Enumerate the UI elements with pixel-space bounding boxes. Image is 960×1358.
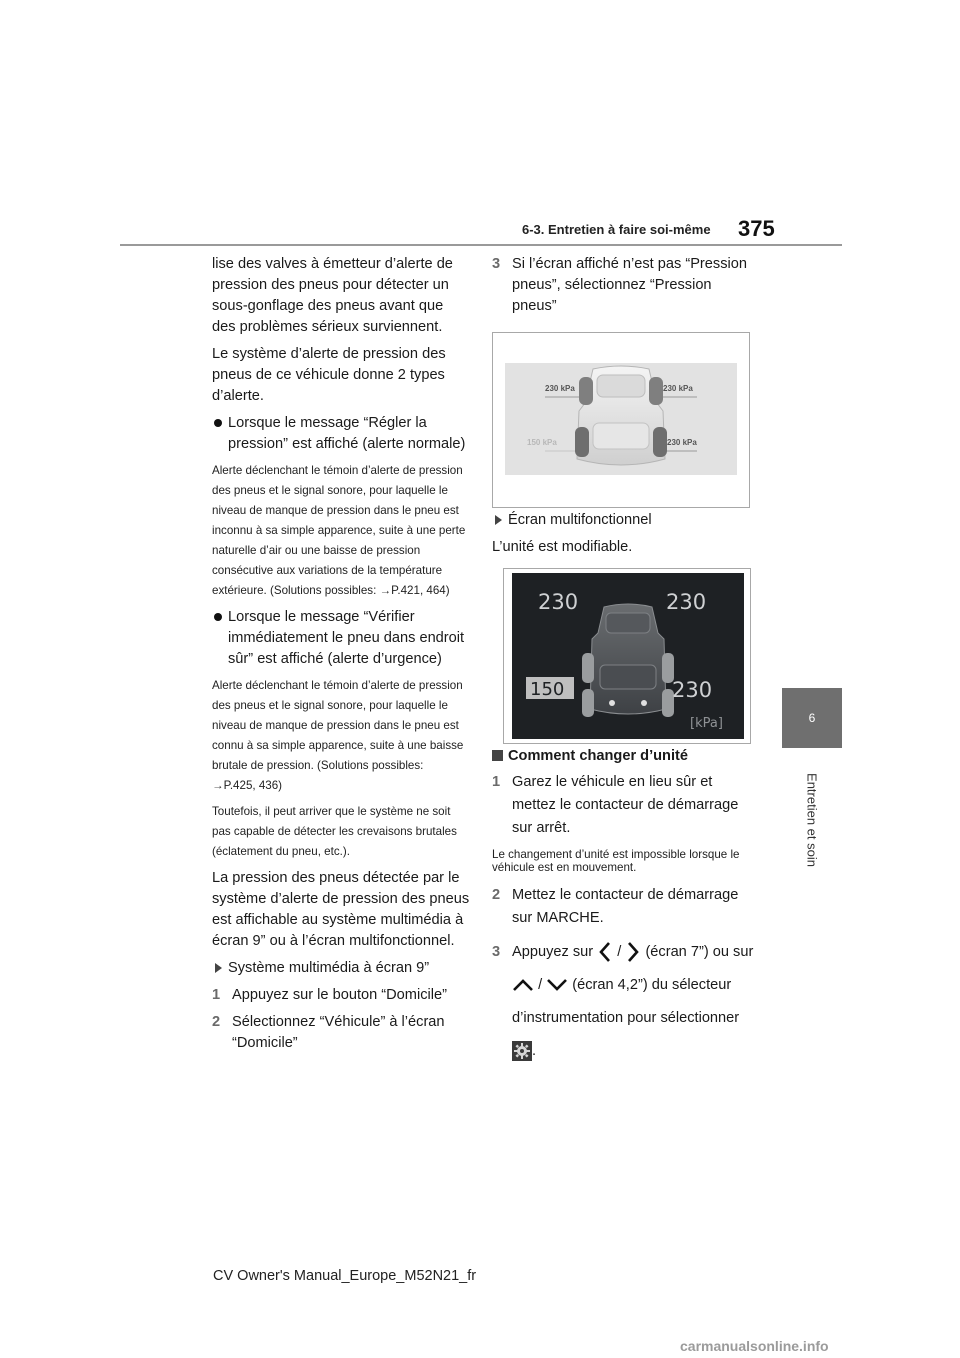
figure-multimedia-background [505, 363, 737, 475]
paragraph-intro: lise des valves à émetteur d’alerte de pression des pneus pour détecter un sous-gonflage des pneus avant que des problèmes sérieux surviennent. [212, 256, 453, 335]
step-text: Mettez le contacteur de démarrage sur MARCHE. [512, 887, 739, 926]
footer-manual-id: CV Owner's Manual_Europe_M52N21_fr [213, 1268, 477, 1284]
chevron-right-icon [625, 941, 641, 963]
step-text-a: Appuyez sur [512, 944, 594, 960]
step-2-vehicle [212, 1012, 470, 1054]
step-text-b: (écran 7”) ou sur [645, 944, 754, 960]
bullet-urgent-alert-text: Lorsque le message “Vérifier immédiatement le pneu dans endroit sûr” est affiché (alerte d’urgence) [228, 609, 465, 667]
square-bullet-icon [492, 750, 503, 761]
chapter-tab: 6 [782, 688, 842, 748]
step-number: 2 [212, 1014, 221, 1030]
step-text: Si l’écran affiché n’est pas “Pression pneus”, sélectionnez “Pression pneus” [512, 256, 747, 314]
fig1-front-left-value: 230 kPa [545, 384, 575, 393]
note-limitations: Toutefois, il peut arriver que le système ne soit pas capable de détecter les crevaisons brutales (éclatement du pneu, etc.). [212, 805, 457, 858]
paragraph-display: La pression des pneus détectée par le système d’alerte de pression des pneus est affichable au système multimédia à écran 9” ou à l’écran multifonctionnel. [212, 870, 470, 949]
bullet-normal-alert-text: Lorsque le message “Régler la pression” est affiché (alerte normale) [228, 415, 466, 452]
figure-multifunction-display [503, 568, 751, 744]
lcd-screen [512, 573, 744, 739]
note-urgent-alert: Alerte déclenchant le témoin d’alerte de pression des pneus et le signal sonore, pour laquelle le niveau de manque de pression dans le pneu est connu à sa simple apparence, suite à une baisse brutale de pression. (Solutions possibles: →P.425, 436) [212, 679, 464, 792]
step-number: 3 [492, 944, 501, 960]
bullet-normal-alert [212, 413, 470, 455]
figure-multimedia-tire-pressure [492, 332, 750, 508]
right-column-top [492, 254, 754, 323]
step-slash: / [538, 977, 543, 993]
chapter-label-text: Entretien et soin [804, 773, 820, 867]
step-1-home [212, 985, 470, 1006]
paragraph-unit-changeable: L’unité est modifiable. [492, 539, 633, 555]
section-title: 6-3. Entretien à faire soi-même [522, 222, 711, 237]
car-top-view-icon [505, 363, 737, 475]
note-normal-alert: Alerte déclenchant le témoin d’alerte de pression des pneus et le signal sonore, pour laquelle le niveau de manque de pression dans le pneu est inconnu à sa simple apparence, suite à une perte naturelle d’air ou une baisse de pression consécutive aux variations de la température extérieure. (Solutions possibles: →P.421, 464) [212, 464, 466, 597]
unit-step-1 [492, 771, 754, 840]
fig2-rear-right-value: 230 [672, 678, 713, 702]
fig2-unit-label: [kPa] [690, 716, 723, 731]
step-text-end: . [532, 1043, 537, 1059]
watermark: carmanualsonline.info [680, 1338, 829, 1354]
chevron-up-icon [512, 978, 534, 992]
fig2-front-left-value: 230 [538, 590, 579, 614]
lcd-tire-pressure-graphic [512, 573, 744, 739]
step-number: 1 [492, 774, 501, 790]
gear-icon [512, 1041, 532, 1061]
fig2-front-right-value: 230 [666, 590, 707, 614]
step-3-tire-pressure [492, 254, 754, 317]
triangle-right-icon [495, 515, 502, 525]
header-rule [120, 244, 842, 246]
step-number: 1 [212, 987, 221, 1003]
left-column [212, 254, 470, 1060]
right-column-middle [492, 510, 754, 564]
chevron-left-icon [597, 941, 613, 963]
subheading-multimedia-text: Système multimédia à écran 9” [228, 960, 430, 976]
bullet-urgent-alert [212, 607, 470, 670]
step-number: 2 [492, 887, 501, 903]
bullet-dot-icon [214, 419, 222, 427]
step-text-c: (écran 4,2”) du sélecteur d’instrumentation pour sélectionner [512, 977, 740, 1026]
step-text: Garez le véhicule en lieu sûr et mettez le contacteur de démarrage sur arrêt. [512, 774, 739, 836]
subheading-multimedia [212, 958, 470, 979]
bullet-dot-icon [214, 613, 222, 621]
chevron-down-icon [546, 978, 568, 992]
subheading-multifunction [492, 510, 754, 531]
fig1-rear-right-value: 230 kPa [667, 438, 697, 447]
fig2-rear-left-value: 150 [530, 679, 565, 700]
unit-step-2 [492, 884, 754, 930]
chapter-side-label [752, 760, 872, 880]
heading-change-unit-text: Comment changer d’unité [508, 748, 689, 764]
step-text: Sélectionnez “Véhicule” à l’écran “Domicile” [232, 1014, 445, 1051]
page-number: 375 [738, 216, 775, 241]
paragraph-alert-types: Le système d’alerte de pression des pneus de ce véhicule donne 2 types d’alerte. [212, 346, 446, 404]
unit-step-3 [492, 936, 754, 1068]
fig1-rear-left-value: 150 kPa [527, 438, 557, 447]
triangle-right-icon [215, 963, 222, 973]
subheading-multifunction-text: Écran multifonctionnel [508, 512, 652, 528]
right-column-lower [492, 746, 754, 1074]
step-slash: / [617, 944, 622, 960]
fig1-front-right-value: 230 kPa [663, 384, 693, 393]
heading-change-unit [492, 746, 754, 767]
step-text: Appuyez sur le bouton “Domicile” [232, 987, 447, 1003]
step-number: 3 [492, 256, 501, 272]
note-unit-change-moving: Le changement d’unité est impossible lorsque le véhicule est en mouvement. [492, 848, 740, 874]
